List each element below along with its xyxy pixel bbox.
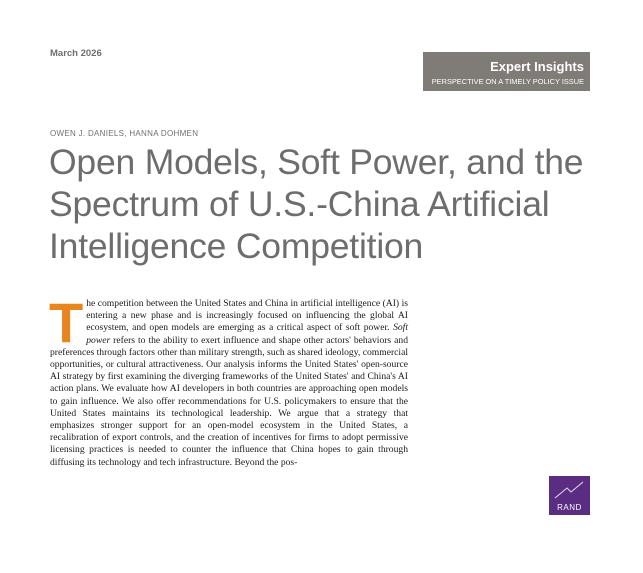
body-text-rest: refers to the ability to exert influence and shape other actors' behaviors and preferences through factors other than military strength, such as shared ideology, commercial opportunities, or cultural attractiveness. Our analysis informs the United States' open-source AI strategy by first examining the diverging frameworks of the United States' and China's AI action plans. We evaluate how AI developers in both countries are approaching open models to gain influence. We also offer recommendations for U.S. policymakers to ensure that the United States maintains its technological leadership. We argue that a strategy that emphasizes stronger support for an open-model ecosystem in the United States, a recalibration of export controls, and the creation of incentives for firms to adopt permissive licensing practices is needed to counter the influence that China hopes to gain through diffusing its technology and tech infrastructure. Beyond the pos- [50,334,408,468]
drop-cap: T [49,291,84,354]
rand-logo-text: RAND [557,503,582,512]
series-subtitle: PERSPECTIVE ON A TIMELY POLICY ISSUE [431,77,584,86]
publication-date: March 2026 [50,48,102,59]
soft-power-term: Soft power [86,322,408,346]
body-paragraph [49,291,408,469]
series-banner [423,52,590,91]
body-text-start: he competition between the United States and China in artificial intelligence (AI) is entering a new phase and is increasingly focused on influencing the global AI ecosystem, and open models are emerging as a critical aspect of soft power. [86,298,408,334]
authors: OWEN J. DANIELS, HANNA DOHMEN [50,129,199,138]
rand-logo [549,476,590,515]
document-title: Open Models, Soft Power, and the Spectrum of U.S.-China Artificial Intelligence Competition [49,142,584,266]
series-title: Expert Insights [490,59,584,74]
